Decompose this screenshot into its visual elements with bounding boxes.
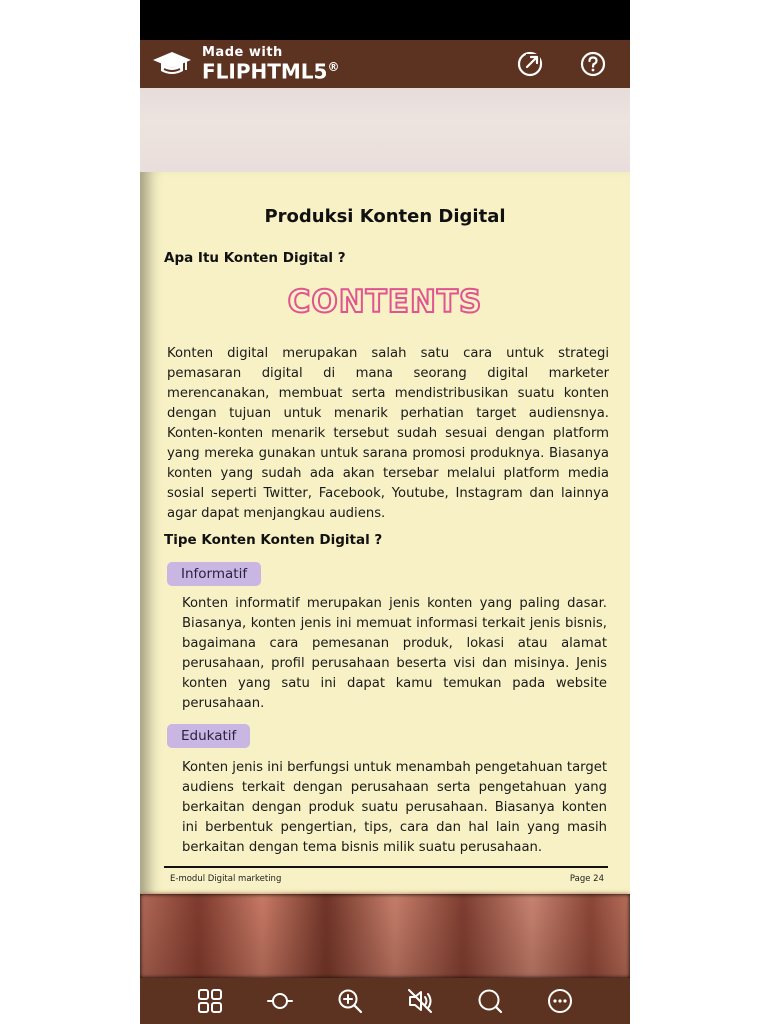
- help-button[interactable]: [579, 50, 607, 78]
- registered-mark: ®: [327, 60, 340, 75]
- paragraph-intro: Konten digital merupakan salah satu cara untuk strategi pemasaran digital di mana seorang digital marketer merencanakan, membuat serta mendistribusikan suatu konten dengan tujuan untuk menarik perhatian target audiensnya. Konten-konten menarik tersebut sudah sesuai dengan platform yang mereka gunakan untuk sarana promosi produknya. Biasanya konten yang sudah ada akan tersebar melalui platform media sosial seperti Twitter, Facebook, Youtube, Instagram dan lainnya agar dapat menjangkau audiens.: [167, 346, 609, 521]
- footer-divider: [164, 866, 608, 868]
- search-icon: [477, 988, 503, 1014]
- thumbnails-button[interactable]: [196, 987, 224, 1015]
- paragraph-edukatif: Konten jenis ini berfungsi untuk menambah pengetahuan target audiens terkait dengan perusahaan serta pengetahuan yang berkaitan dengan produk suatu perusahaan. Biasanya konten ini berbentuk pengertian, tips, cara dan hal lain yang masih berkaitan dengan tema bisnis milik suatu perusahaan.: [182, 760, 607, 855]
- autoflip-icon: [267, 988, 293, 1014]
- thumbnails-icon: [197, 988, 223, 1014]
- status-bar: [140, 0, 630, 40]
- share-button[interactable]: [516, 50, 544, 78]
- footer-module-title: E-modul Digital marketing: [170, 874, 282, 884]
- autoflip-button[interactable]: [266, 987, 294, 1015]
- page-number: Page 24: [569, 874, 604, 884]
- graduation-cap-icon: [152, 50, 192, 78]
- type-label-informatif: Informatif: [167, 562, 261, 586]
- bottom-toolbar: [140, 978, 630, 1024]
- zoom-in-button[interactable]: [336, 987, 364, 1015]
- help-icon: [579, 50, 607, 78]
- brand-name: [202, 61, 339, 82]
- top-toolbar: [140, 40, 630, 88]
- type-label-edukatif: Edukatif: [167, 724, 250, 748]
- share-icon: [516, 50, 544, 78]
- heading-what-is-digital-content: Apa Itu Konten Digital ?: [164, 250, 346, 266]
- more-icon: [547, 988, 573, 1014]
- more-button[interactable]: [546, 987, 574, 1015]
- brand-name-text: FLIPHTML5: [202, 59, 328, 84]
- book-page[interactable]: [140, 172, 630, 894]
- flipbook-viewer: [140, 0, 630, 1024]
- heading-content-types: Tipe Konten Konten Digital ?: [164, 532, 383, 548]
- sound-off-icon: [407, 988, 433, 1014]
- zoom-in-icon: [337, 988, 363, 1014]
- paragraph-informatif: Konten informatif merupakan jenis konten yang paling dasar. Biasanya, konten jenis ini memuat informasi terkait jenis bisnis, bagaimana cara pemesanan produk, lokasi atau alamat perusahaan, profil perusahaan beserta visi dan misinya. Jenis konten yang satu ini dapat kamu temukan pada website perusahaan.: [182, 596, 607, 711]
- brand-text: [202, 46, 339, 82]
- page-title: Produksi Konten Digital: [264, 206, 506, 227]
- search-button[interactable]: [476, 987, 504, 1015]
- made-with-label: Made with: [202, 45, 283, 61]
- background-bottom: [140, 894, 630, 978]
- sound-toggle-button[interactable]: [406, 987, 434, 1015]
- contents-logo: CONTENTS: [287, 284, 483, 320]
- background-top: [140, 88, 630, 172]
- fliphtml5-brand[interactable]: [152, 44, 339, 84]
